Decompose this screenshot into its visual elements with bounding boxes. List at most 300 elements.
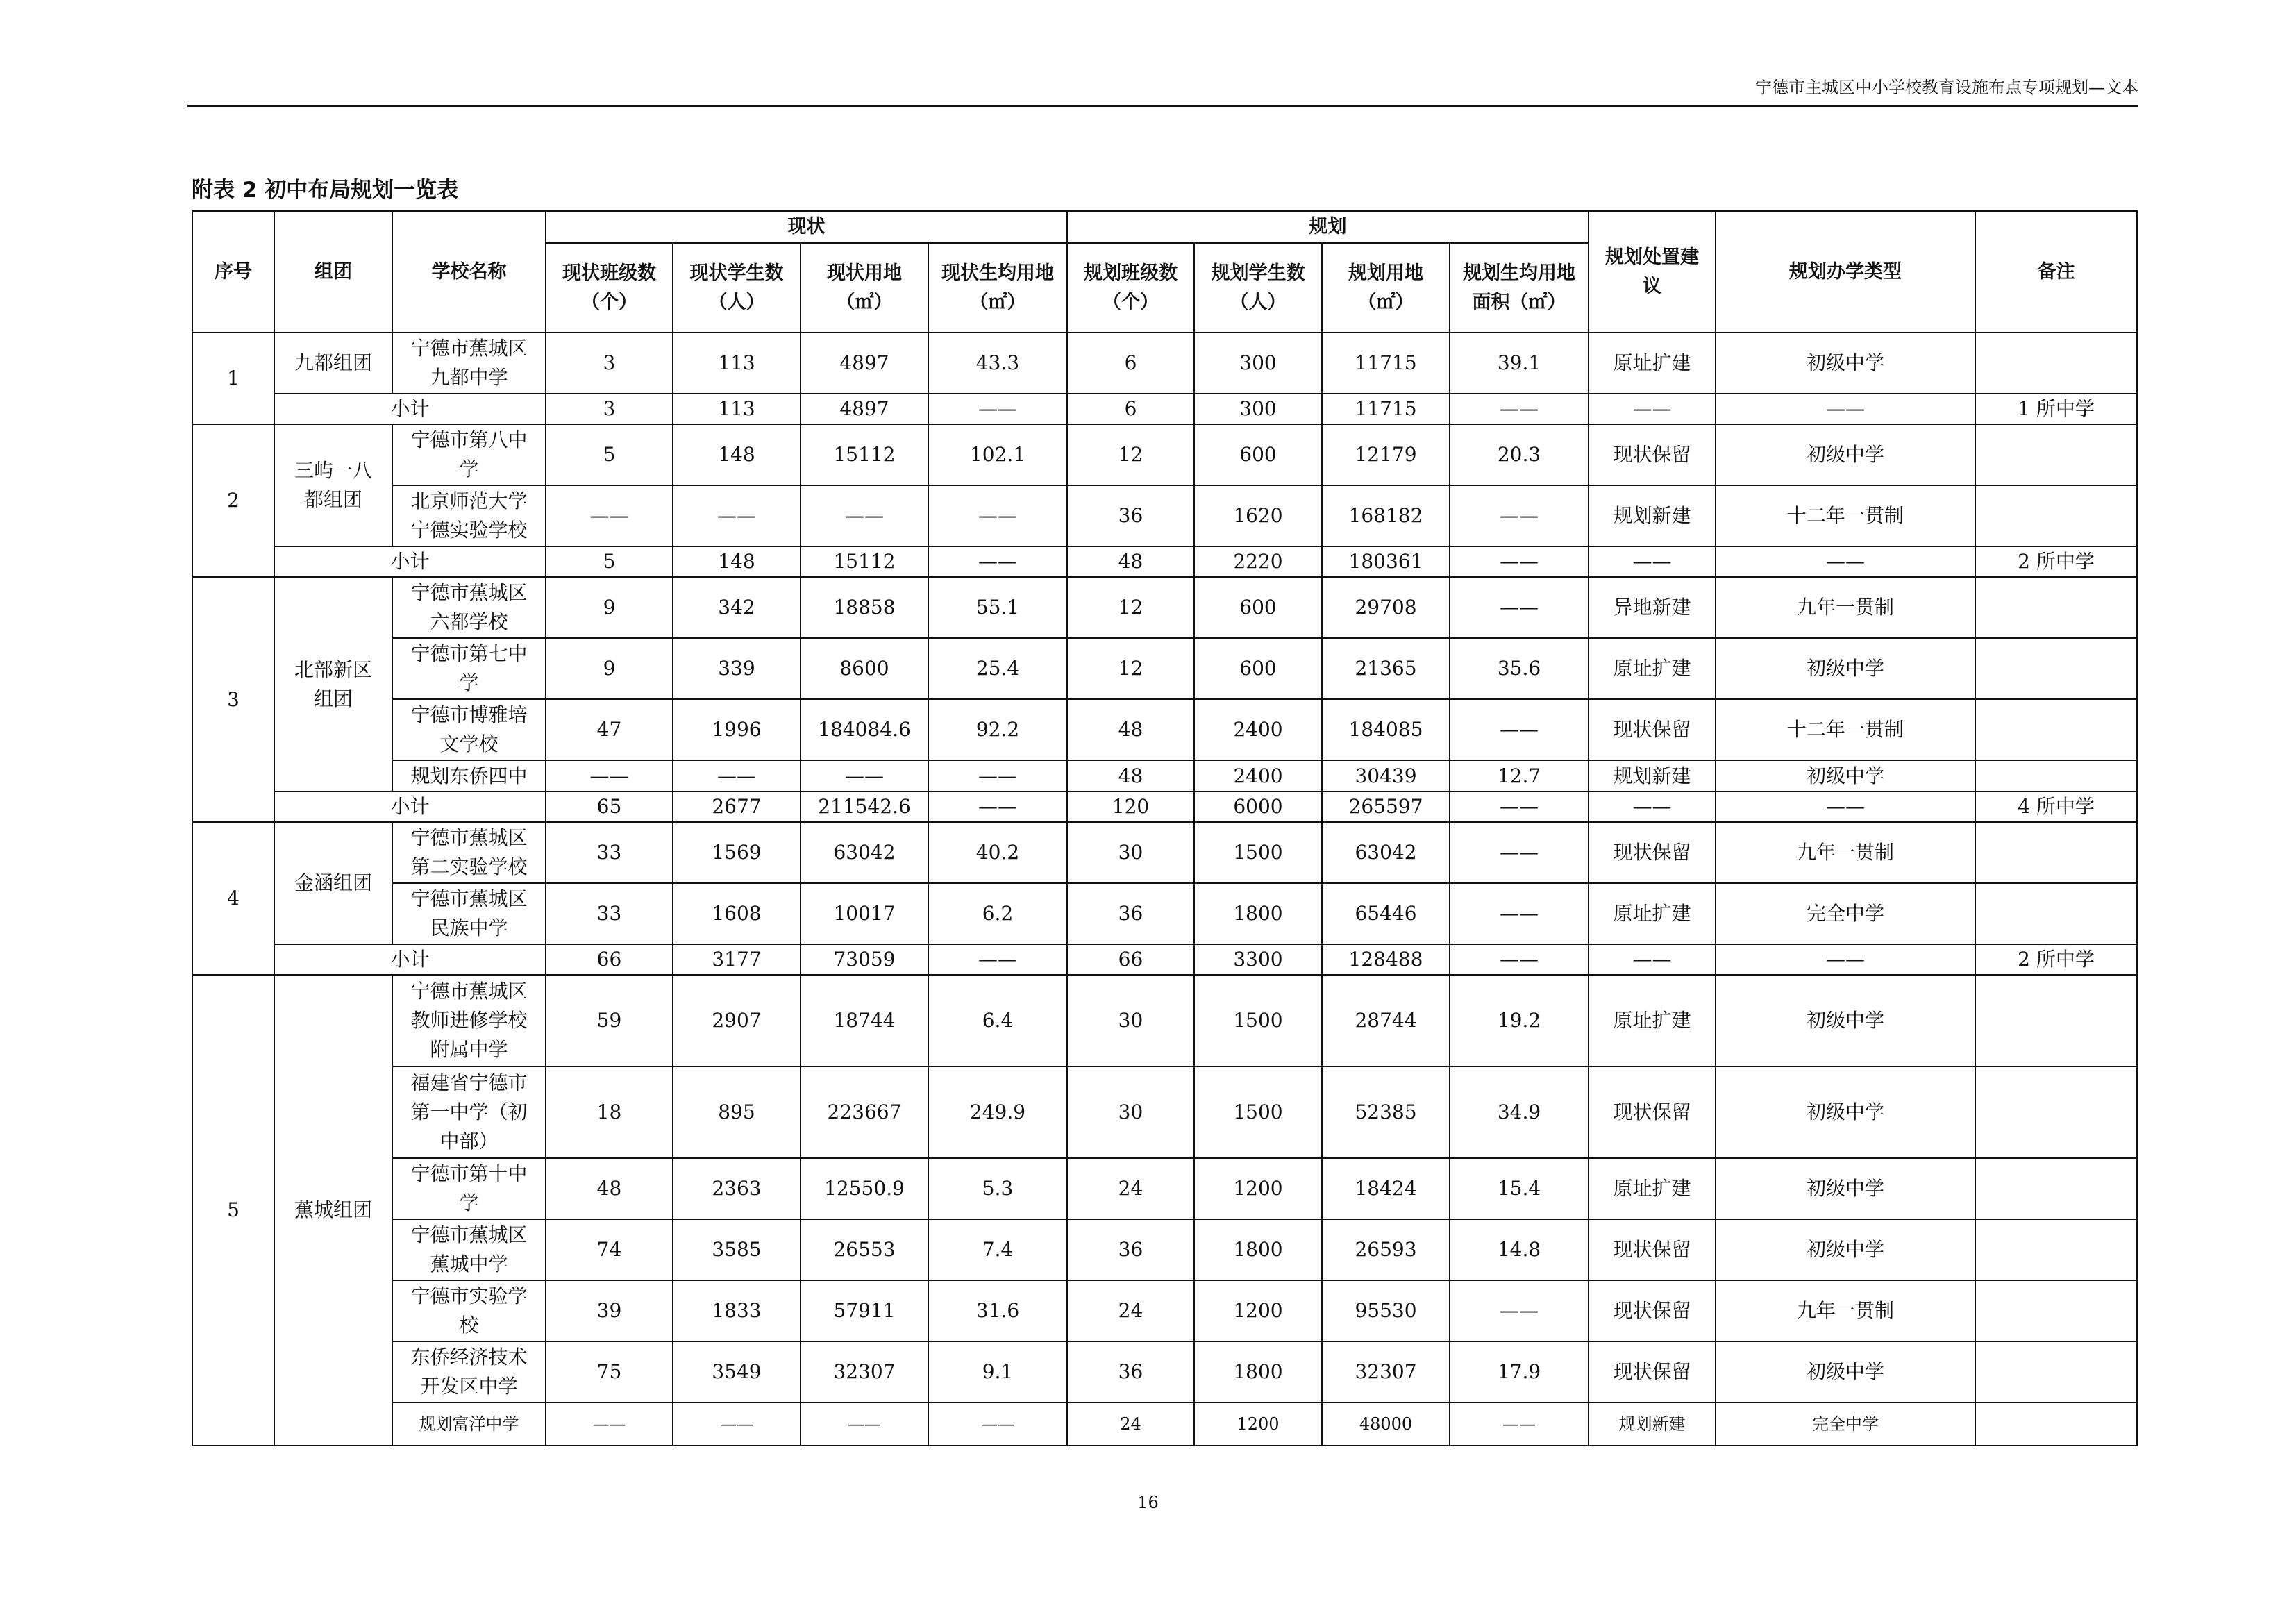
cell-cur-students [673, 1280, 801, 1341]
plan-students-text: 1800 [1233, 1360, 1283, 1383]
cell-remark [1975, 638, 2137, 699]
cur-students-text: 1608 [712, 902, 762, 925]
cell-cur-classes [546, 760, 673, 792]
subtotal-type: —— [1716, 546, 1975, 577]
cell-school-name [392, 1158, 546, 1219]
cell-action [1589, 1341, 1716, 1403]
cell-cur-classes [546, 638, 673, 699]
subtotal-plan-students: 300 [1194, 394, 1322, 424]
school-name-text: 规划东侨四中 [410, 764, 528, 787]
cur-students-text: 895 [718, 1100, 755, 1123]
plan-per-text: 14.8 [1497, 1238, 1541, 1261]
cell-cur-per [928, 699, 1067, 760]
cell-cur-per [928, 1280, 1067, 1341]
type-text: 初级中学 [1806, 1100, 1884, 1123]
subtotal-cur-students: 148 [673, 546, 801, 577]
cell-cur-students [673, 638, 801, 699]
subtotal-plan-per: —— [1450, 546, 1589, 577]
plan-land-text: 21365 [1355, 657, 1417, 680]
cell-cur-classes [546, 1280, 673, 1341]
table-row [192, 485, 2137, 546]
type-text: 九年一贯制 [1796, 1299, 1894, 1322]
cell-plan-classes [1067, 1219, 1194, 1280]
cur-per-text: 9.1 [982, 1360, 1014, 1383]
cell-plan-per [1450, 1066, 1589, 1158]
header-plan-land: 规划用地（㎡） [1322, 243, 1450, 333]
type-text: 十二年一贯制 [1786, 718, 1904, 741]
cell-plan-land [1322, 577, 1450, 638]
school-name-text: 福建省宁德市第一中学（初中部） [410, 1071, 528, 1153]
school-name-text: 宁德市第八中学 [410, 428, 528, 480]
cell-school-name [392, 975, 546, 1066]
subtotal-cur-students: 113 [673, 394, 801, 424]
cur-students-text: —— [717, 764, 756, 787]
cell-cur-land [801, 975, 928, 1066]
header-seq: 序号 [192, 211, 274, 333]
cell-action [1589, 699, 1716, 760]
school-name-text: 宁德市蕉城区六都学校 [410, 581, 528, 633]
group-seq-cell: 4 [192, 822, 274, 975]
cell-plan-students [1194, 1403, 1322, 1446]
cell-cur-per [928, 975, 1067, 1066]
cell-type [1716, 760, 1975, 792]
cur-classes-text: 18 [596, 1100, 622, 1123]
cell-cur-land [801, 1066, 928, 1158]
cur-students-text: 113 [718, 351, 755, 374]
subtotal-label: 小计 [274, 944, 546, 975]
cell-cur-land [801, 485, 928, 546]
cur-students-text: 2907 [712, 1009, 762, 1032]
table-row [192, 975, 2137, 1066]
action-text: 原址扩建 [1613, 902, 1691, 925]
plan-land-text: 11715 [1355, 351, 1417, 374]
table-row [192, 638, 2137, 699]
subtotal-plan-per: —— [1450, 944, 1589, 975]
cell-cur-per [928, 1341, 1067, 1403]
cell-plan-students [1194, 424, 1322, 485]
cell-plan-per [1450, 1158, 1589, 1219]
cur-land-text: —— [845, 504, 884, 527]
plan-students-text: 1200 [1233, 1299, 1283, 1322]
cur-per-text: —— [981, 1414, 1014, 1434]
cell-plan-land [1322, 760, 1450, 792]
cell-plan-per [1450, 1219, 1589, 1280]
subtotal-plan-students: 3300 [1194, 944, 1322, 975]
action-text: 现状保留 [1613, 443, 1691, 466]
cell-cur-land [801, 883, 928, 944]
header-cur-students: 现状学生数（人） [673, 243, 801, 333]
cur-per-text: 6.2 [982, 902, 1014, 925]
cur-classes-text: 74 [596, 1238, 622, 1261]
cur-land-text: 63042 [833, 841, 896, 864]
plan-per-text: —— [1500, 841, 1539, 864]
cell-remark [1975, 822, 2137, 883]
cur-land-text: 32307 [833, 1360, 896, 1383]
cell-remark [1975, 760, 2137, 792]
subtotal-cur-land: 73059 [801, 944, 928, 975]
subtotal-plan-per: —— [1450, 394, 1589, 424]
cell-plan-land [1322, 699, 1450, 760]
cell-plan-classes [1067, 485, 1194, 546]
cell-cur-classes [546, 699, 673, 760]
group-name-label: 金涵组团 [294, 871, 372, 894]
header-remark: 备注 [1975, 211, 2137, 333]
cur-land-text: 18858 [833, 596, 896, 619]
cur-land-text: 12550.9 [824, 1177, 905, 1200]
plan-classes-text: 12 [1118, 657, 1143, 680]
header-type: 规划办学类型 [1716, 211, 1975, 333]
cell-plan-classes [1067, 760, 1194, 792]
cur-classes-text: 75 [596, 1360, 622, 1383]
cell-type [1716, 1219, 1975, 1280]
cell-plan-students [1194, 333, 1322, 394]
cell-plan-per [1450, 822, 1589, 883]
cell-remark [1975, 424, 2137, 485]
plan-students-text: 1800 [1233, 1238, 1283, 1261]
cur-classes-text: 9 [603, 657, 616, 680]
cell-cur-classes [546, 333, 673, 394]
cur-land-text: 223667 [827, 1100, 902, 1123]
cell-cur-classes [546, 485, 673, 546]
cell-cur-land [801, 1403, 928, 1446]
subtotal-type: —— [1716, 394, 1975, 424]
cell-plan-classes [1067, 638, 1194, 699]
plan-classes-text: 30 [1118, 1100, 1143, 1123]
plan-per-text: 20.3 [1497, 443, 1541, 466]
subtotal-action: —— [1589, 394, 1716, 424]
cell-action [1589, 577, 1716, 638]
plan-per-text: 17.9 [1497, 1360, 1541, 1383]
subtotal-label: 小计 [274, 546, 546, 577]
cell-cur-per [928, 638, 1067, 699]
subtotal-remark: 2 所中学 [1975, 546, 2137, 577]
cell-cur-classes [546, 1066, 673, 1158]
type-text: 十二年一贯制 [1786, 504, 1904, 527]
cell-cur-land [801, 1341, 928, 1403]
plan-students-text: 1620 [1233, 504, 1283, 527]
cell-cur-students [673, 822, 801, 883]
cell-plan-land [1322, 975, 1450, 1066]
cur-per-text: —— [978, 764, 1017, 787]
cell-action [1589, 883, 1716, 944]
cell-action [1589, 424, 1716, 485]
cell-type [1716, 699, 1975, 760]
cur-per-text: —— [978, 504, 1017, 527]
plan-per-text: —— [1500, 1299, 1539, 1322]
cur-students-text: 3585 [712, 1238, 762, 1261]
type-text: 完全中学 [1812, 1414, 1879, 1434]
cell-plan-per [1450, 424, 1589, 485]
cell-plan-per [1450, 485, 1589, 546]
type-text: 初级中学 [1806, 764, 1884, 787]
cell-school-name [392, 638, 546, 699]
cell-plan-classes [1067, 822, 1194, 883]
cell-cur-students [673, 333, 801, 394]
table-row [192, 333, 2137, 394]
subtotal-plan-land: 11715 [1322, 394, 1450, 424]
school-name-text: 规划富洋中学 [419, 1414, 519, 1434]
action-text: 现状保留 [1613, 1299, 1691, 1322]
cur-classes-text: 5 [603, 443, 616, 466]
cur-students-text: 1833 [712, 1299, 762, 1322]
cur-per-text: 7.4 [982, 1238, 1014, 1261]
cell-type [1716, 1403, 1975, 1446]
cell-plan-students [1194, 577, 1322, 638]
cell-type [1716, 485, 1975, 546]
cell-action [1589, 822, 1716, 883]
cell-plan-land [1322, 883, 1450, 944]
cell-cur-land [801, 760, 928, 792]
group-name-label: 三屿一八都组团 [294, 459, 372, 511]
cell-remark [1975, 975, 2137, 1066]
cell-plan-students [1194, 883, 1322, 944]
action-text: 规划新建 [1613, 764, 1691, 787]
cell-cur-land [801, 1280, 928, 1341]
plan-land-text: 28744 [1355, 1009, 1417, 1032]
subtotal-action: —— [1589, 546, 1716, 577]
group-name-cell [274, 333, 392, 394]
subtotal-cur-students: 3177 [673, 944, 801, 975]
plan-per-text: —— [1500, 902, 1539, 925]
subtotal-action: —— [1589, 792, 1716, 822]
plan-classes-text: 30 [1118, 841, 1143, 864]
subtotal-cur-per: —— [928, 394, 1067, 424]
plan-per-text: 35.6 [1497, 657, 1541, 680]
plan-students-text: 1200 [1233, 1177, 1283, 1200]
subtotal-plan-land: 180361 [1322, 546, 1450, 577]
cell-plan-classes [1067, 975, 1194, 1066]
group-name-label: 九都组团 [294, 351, 372, 374]
cell-cur-students [673, 1158, 801, 1219]
cur-classes-text: 9 [603, 596, 616, 619]
cell-plan-land [1322, 485, 1450, 546]
subtotal-cur-per: —— [928, 944, 1067, 975]
plan-land-text: 30439 [1355, 764, 1417, 787]
cur-students-text: —— [720, 1414, 753, 1434]
school-name-text: 北京师范大学宁德实验学校 [410, 489, 528, 542]
group-seq-cell: 3 [192, 577, 274, 822]
cell-type [1716, 577, 1975, 638]
cur-students-text: 1996 [712, 718, 762, 741]
cell-plan-classes [1067, 699, 1194, 760]
subtotal-plan-land: 128488 [1322, 944, 1450, 975]
plan-land-text: 12179 [1355, 443, 1417, 466]
subtotal-cur-students: 2677 [673, 792, 801, 822]
cur-per-text: 55.1 [975, 596, 1020, 619]
plan-per-text: 39.1 [1497, 351, 1541, 374]
table-row [192, 760, 2137, 792]
cell-remark [1975, 1066, 2137, 1158]
plan-land-text: 48000 [1359, 1414, 1413, 1434]
cell-plan-students [1194, 1219, 1322, 1280]
plan-classes-text: 36 [1118, 1360, 1143, 1383]
cur-per-text: 25.4 [975, 657, 1020, 680]
cell-action [1589, 1066, 1716, 1158]
cell-cur-land [801, 424, 928, 485]
cell-cur-land [801, 577, 928, 638]
cur-classes-text: 33 [596, 902, 622, 925]
cell-plan-per [1450, 760, 1589, 792]
cell-school-name [392, 822, 546, 883]
cur-classes-text: —— [589, 764, 629, 787]
cell-cur-land [801, 822, 928, 883]
subtotal-plan-per: —— [1450, 792, 1589, 822]
cur-land-text: —— [848, 1414, 881, 1434]
cell-school-name [392, 1403, 546, 1446]
subtotal-type: —— [1716, 944, 1975, 975]
cell-type [1716, 1066, 1975, 1158]
subtotal-remark: 4 所中学 [1975, 792, 2137, 822]
table-row [192, 883, 2137, 944]
cell-cur-classes [546, 1341, 673, 1403]
plan-land-text: 168182 [1348, 504, 1423, 527]
plan-land-text: 18424 [1355, 1177, 1417, 1200]
cell-plan-per [1450, 577, 1589, 638]
cell-cur-land [801, 638, 928, 699]
cell-cur-classes [546, 1158, 673, 1219]
cell-plan-land [1322, 1066, 1450, 1158]
cell-cur-students [673, 883, 801, 944]
plan-classes-text: 6 [1124, 351, 1137, 374]
subtotal-row [192, 944, 2137, 975]
group-name-cell [274, 822, 392, 944]
cur-per-text: 5.3 [982, 1177, 1014, 1200]
header-current: 现状 [546, 211, 1067, 243]
cur-students-text: 1569 [712, 841, 762, 864]
cell-plan-land [1322, 1341, 1450, 1403]
cell-remark [1975, 485, 2137, 546]
cell-remark [1975, 883, 2137, 944]
school-name-text: 宁德市蕉城区蕉城中学 [410, 1223, 528, 1275]
plan-students-text: 1500 [1233, 841, 1283, 864]
cell-type [1716, 1158, 1975, 1219]
cell-plan-classes [1067, 1341, 1194, 1403]
group-name-cell [274, 975, 392, 1446]
action-text: 现状保留 [1613, 841, 1691, 864]
cell-action [1589, 975, 1716, 1066]
cell-cur-per [928, 485, 1067, 546]
cell-remark [1975, 1403, 2137, 1446]
header-plan-students: 规划学生数（人） [1194, 243, 1322, 333]
cell-action [1589, 333, 1716, 394]
cell-type [1716, 883, 1975, 944]
group-name-label: 北部新区组团 [294, 658, 372, 710]
cur-land-text: 18744 [833, 1009, 896, 1032]
cur-land-text: —— [845, 764, 884, 787]
cell-school-name [392, 485, 546, 546]
cell-plan-classes [1067, 1280, 1194, 1341]
subtotal-label: 小计 [274, 792, 546, 822]
plan-per-text: —— [1500, 596, 1539, 619]
cell-plan-land [1322, 333, 1450, 394]
subtotal-cur-land: 15112 [801, 546, 928, 577]
subtotal-row [192, 792, 2137, 822]
plan-students-text: 600 [1239, 443, 1277, 466]
cell-cur-per [928, 1066, 1067, 1158]
cur-students-text: 148 [718, 443, 755, 466]
cell-plan-land [1322, 424, 1450, 485]
cell-cur-per [928, 1403, 1067, 1446]
cell-plan-students [1194, 1066, 1322, 1158]
plan-classes-text: 48 [1118, 718, 1143, 741]
table-row [192, 1066, 2137, 1158]
plan-per-text: —— [1502, 1414, 1536, 1434]
school-name-text: 宁德市蕉城区九都中学 [410, 337, 528, 389]
action-text: 现状保留 [1613, 718, 1691, 741]
cell-cur-land [801, 1219, 928, 1280]
header-plan: 规划 [1067, 211, 1589, 243]
cell-plan-per [1450, 1341, 1589, 1403]
subtotal-action: —— [1589, 944, 1716, 975]
cell-cur-per [928, 577, 1067, 638]
cell-cur-per [928, 883, 1067, 944]
page-number: 16 [1137, 1493, 1159, 1512]
cell-action [1589, 1280, 1716, 1341]
plan-classes-text: 12 [1118, 443, 1143, 466]
subtotal-remark: 1 所中学 [1975, 394, 2137, 424]
cell-remark [1975, 1280, 2137, 1341]
plan-students-text: 2400 [1233, 718, 1283, 741]
group-name-cell [274, 424, 392, 546]
cell-cur-per [928, 1219, 1067, 1280]
cell-cur-per [928, 760, 1067, 792]
plan-classes-text: 24 [1118, 1299, 1143, 1322]
cell-plan-per [1450, 1280, 1589, 1341]
cell-cur-classes [546, 1403, 673, 1446]
cell-cur-students [673, 485, 801, 546]
cell-cur-classes [546, 1219, 673, 1280]
action-text: 原址扩建 [1613, 657, 1691, 680]
cell-plan-per [1450, 883, 1589, 944]
group-seq-cell: 1 [192, 333, 274, 424]
cell-school-name [392, 699, 546, 760]
cell-plan-per [1450, 1403, 1589, 1446]
cell-plan-students [1194, 975, 1322, 1066]
cell-plan-land [1322, 1280, 1450, 1341]
group-name-cell [274, 577, 392, 792]
cell-type [1716, 822, 1975, 883]
cell-plan-students [1194, 1341, 1322, 1403]
cur-students-text: 342 [718, 596, 755, 619]
plan-per-text: 34.9 [1497, 1100, 1541, 1123]
type-text: 初级中学 [1806, 1360, 1884, 1383]
cur-students-text: —— [717, 504, 756, 527]
header-cur-classes: 现状班级数（个） [546, 243, 673, 333]
plan-land-text: 63042 [1355, 841, 1417, 864]
cur-land-text: 8600 [839, 657, 889, 680]
school-name-text: 宁德市第七中学 [410, 642, 528, 694]
table-row [192, 822, 2137, 883]
subtotal-cur-land: 211542.6 [801, 792, 928, 822]
header-action: 规划处置建议 [1589, 211, 1716, 333]
plan-per-text: 19.2 [1497, 1009, 1541, 1032]
table-row [192, 577, 2137, 638]
type-text: 完全中学 [1806, 902, 1884, 925]
plan-classes-text: 36 [1118, 504, 1143, 527]
cur-students-text: 339 [718, 657, 755, 680]
plan-land-text: 32307 [1355, 1360, 1417, 1383]
cell-type [1716, 333, 1975, 394]
cur-land-text: 4897 [839, 351, 889, 374]
plan-land-text: 184085 [1348, 718, 1423, 741]
cell-plan-students [1194, 638, 1322, 699]
action-text: 现状保留 [1613, 1360, 1691, 1383]
table-row [192, 1158, 2137, 1219]
subtotal-remark: 2 所中学 [1975, 944, 2137, 975]
cell-type [1716, 1341, 1975, 1403]
cell-plan-land [1322, 1158, 1450, 1219]
school-layout-table [192, 210, 2138, 1446]
